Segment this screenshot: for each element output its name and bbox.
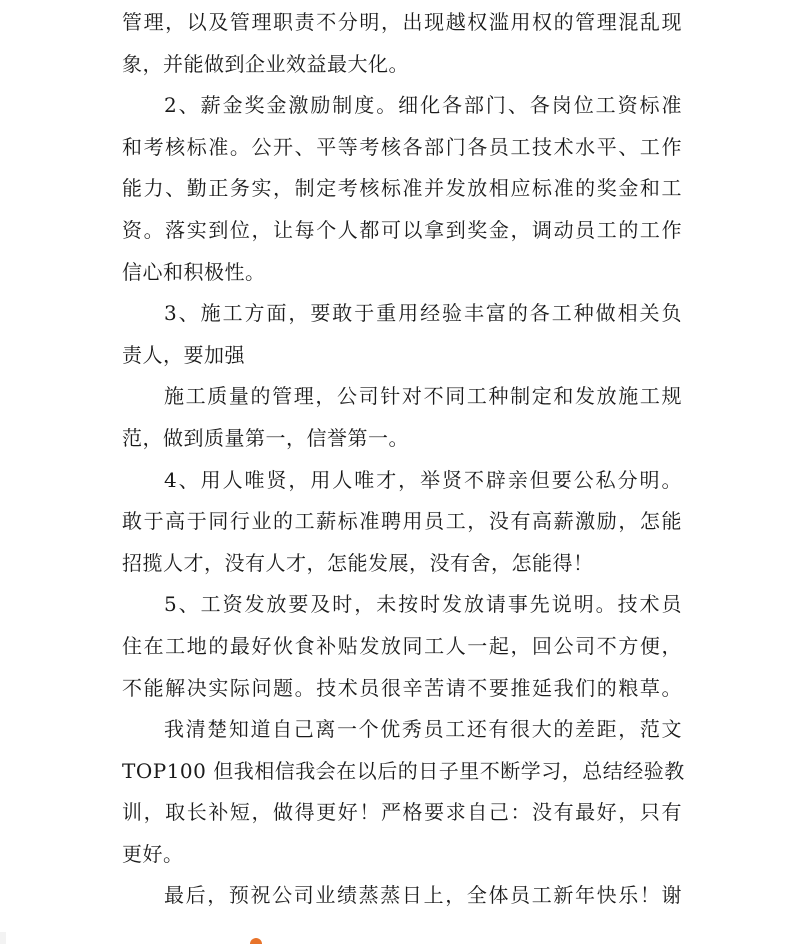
page-edge-shadow (0, 932, 6, 944)
document-body (122, 2, 685, 917)
text-line: 住在工地的最好伙食补贴发放同工人一起，回公司不方便， (122, 633, 682, 658)
paragraph-start-line: 施工质量的管理，公司针对不同工种制定和发放施工规 (164, 384, 682, 409)
text-line: 象，并能做到企业效益最大化。 (122, 51, 409, 76)
paragraph-start-line: 3、施工方面，要敢于重用经验丰富的各工种做相关负 (164, 301, 682, 326)
paragraph-start-line: 最后，预祝公司业绩蒸蒸日上，全体员工新年快乐！谢 (164, 883, 682, 908)
text-line: 资。落实到位，让每个人都可以拿到奖金，调动员工的工作 (122, 217, 682, 242)
paragraph-start-line: 我清楚知道自己离一个优秀员工还有很大的差距，范文 (164, 717, 682, 742)
text-line: 和考核标准。公开、平等考核各部门各员工技术水平、工作 (122, 134, 682, 159)
text-line: 不能解决实际问题。技术员很辛苦请不要推延我们的粮草。 (122, 675, 682, 700)
text-line: 信心和积极性。 (122, 259, 266, 284)
text-line: TOP100 但我相信我会在以后的日子里不断学习，总结经验教 (122, 758, 685, 783)
text-line: 招揽人才，没有人才，怎能发展，没有舍，怎能得！ (122, 550, 594, 575)
paragraph-start-line: 2、薪金奖金激励制度。细化各部门、各岗位工资标准 (164, 93, 682, 118)
text-line: 更好。 (122, 841, 184, 866)
paragraph-start-line: 5、工资发放要及时，未按时发放请事先说明。技术员 (164, 592, 682, 617)
text-line: 敢于高于同行业的工薪标准聘用员工，没有高薪激励，怎能 (122, 509, 682, 534)
text-line: 能力、勤正务实，制定考核标准并发放相应标准的奖金和工 (122, 176, 682, 201)
text-line: 管理，以及管理职责不分明，出现越权滥用权的管理混乱现 (122, 10, 682, 34)
text-line: 责人，要加强 (122, 342, 245, 367)
page-corner-mark (250, 938, 262, 944)
paragraph-start-line: 4、用人唯贤，用人唯才，举贤不辟亲但要公私分明。 (164, 467, 682, 492)
text-line: 范，做到质量第一，信誉第一。 (122, 425, 409, 450)
text-line: 训，取长补短，做得更好！严格要求自己：没有最好，只有 (122, 800, 682, 825)
